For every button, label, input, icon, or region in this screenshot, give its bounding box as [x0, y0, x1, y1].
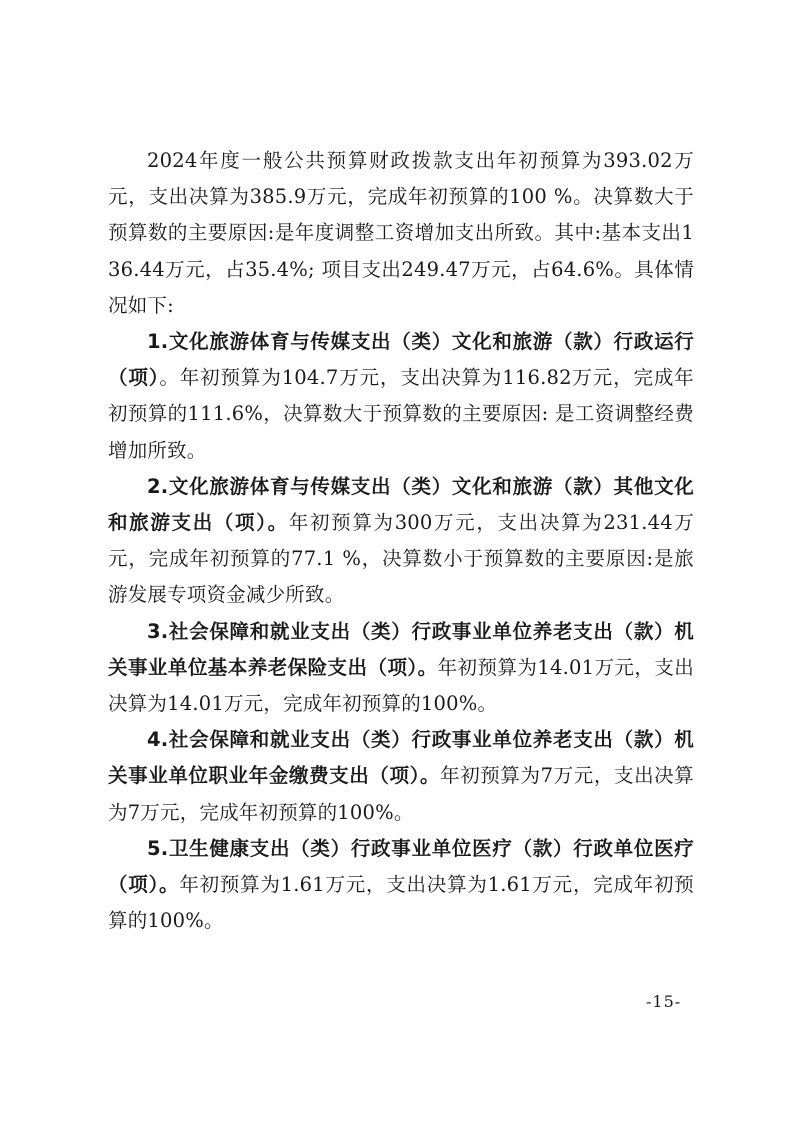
item-body: 。年初预算为104.7万元，支出决算为116.82万元，完成年初预算的111.6%，决算数大于预算数的主要原因: 是工资调整经费增加所致。 — [108, 366, 694, 462]
item-heading: 2.文化旅游体育与传媒支出（类）文化和旅游（款）其他文化和旅游支出（项）。 — [108, 474, 694, 535]
item-heading: 4.社会保障和就业支出（类）行政事业单位养老支出（款）机关事业单位职业年金缴费支出（项）。 — [108, 728, 694, 788]
item-heading: 3.社会保障和就业支出（类）行政事业单位养老支出（款）机关事业单位基本养老保险支出（项）。 — [108, 619, 694, 679]
item-body: 年初预算为1.61万元，支出决算为1.61万元，完成年初预算的100%。 — [108, 873, 694, 933]
item-paragraph-5 — [108, 831, 694, 940]
intro-paragraph: 2024年度一般公共预算财政拨款支出年初预算为393.02万元，支出决算为385.9万元，完成年初预算的100 %。决算数大于预算数的主要原因:是年度调整工资增加支出所致。其中:基本支出136.44万元，占35.4%; 项目支出249.47万元，占64.6%。具体情况如下: — [108, 149, 694, 317]
page-number: -15- — [646, 992, 682, 1011]
item-heading: 5.卫生健康支出（类）行政事业单位医疗（款）行政单位医疗（项）。 — [108, 836, 694, 897]
item-paragraph-1 — [108, 324, 694, 469]
item-heading: 1.文化旅游体育与传媒支出（类）文化和旅游（款）行政运行（项） — [108, 330, 694, 390]
item-paragraph-2 — [108, 469, 694, 614]
item-paragraph-3 — [108, 614, 694, 723]
item-body: 年初预算为7万元，支出决算为7万元，完成年初预算的100%。 — [108, 764, 694, 824]
document-page — [108, 0, 694, 939]
item-body: 年初预算为300万元，支出决算为231.44万元，完成年初预算的77.1 %，决算数小于预算数的主要原因:是旅游发展专项资金减少所致。 — [108, 511, 694, 607]
item-body: 年初预算为14.01万元，支出决算为14.01万元，完成年初预算的100%。 — [108, 655, 695, 716]
item-paragraph-4 — [108, 722, 694, 831]
